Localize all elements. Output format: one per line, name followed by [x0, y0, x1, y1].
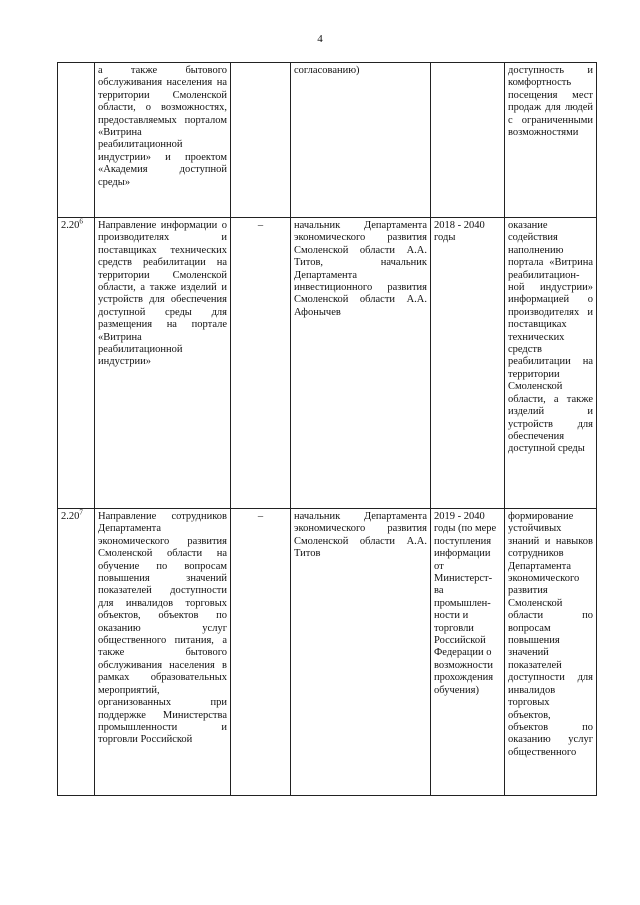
measures-table: [57, 62, 597, 796]
responsible-cell: согласованию): [291, 63, 431, 218]
cost-cell: [231, 63, 291, 218]
responsible-cell: начальник Департамента экономического развития Смоленской области А.А. Титов, начальник Департамента инвестиционного развития Смоленской области А.А. Афонычев: [291, 218, 431, 509]
table-row: [58, 63, 597, 218]
event-cell: Направление информации о производителях и поставщиках технических средств реабилитации на территории Смоленской области, а также изделий и устройств для обеспечения доступной среды для размещения на портале «Витрина реабилитационной индустрии»: [95, 218, 231, 509]
event-cell: а также бытового обслуживания населения на территории Смоленской области, о возможностях, предоставляемых порталом «Витрина реабилитационной индустрии» и проектом «Академия доступной среды»: [95, 63, 231, 218]
event-cell: Направление сотрудников Департамента экономического развития Смоленской области на обучение по вопросам повышения значений показателей доступности для инвалидов торговых объектов, объектов по оказанию услуг общественного питания, а также бытового обслуживания населения в рамках образовательных мероприятий, организованных при поддержке Министерства промышленности и торговли Российской: [95, 509, 231, 796]
page-number: 4: [317, 33, 323, 45]
period-cell: 2019 - 2040 годы (по мере поступления информации от Министерст-ва промышлен-ности и торговли Российской Федерации о возможности прохождения обучения): [431, 509, 505, 796]
row-number-cell: 2.20$^6$: [58, 218, 95, 509]
result-cell: доступность и комфортность посещения мест продаж для людей с ограниченными возможностями: [505, 63, 597, 218]
responsible-cell: начальник Департамента экономического развития Смоленской области А.А. Титов: [291, 509, 431, 796]
period-cell: 2018 - 2040 годы: [431, 218, 505, 509]
cost-cell: –: [231, 509, 291, 796]
cost-cell: –: [231, 218, 291, 509]
period-cell: [431, 63, 505, 218]
result-cell: оказание содействия наполнению портала «Витрина реабилитацион-ной индустрии» информацией о производителях и поставщиках технических средств реабилитации на территории Смоленской области, а также изделий и устройств для обеспечения доступной среды: [505, 218, 597, 509]
table-row: [58, 509, 597, 796]
result-cell: формирование устойчивых знаний и навыков сотрудников Департамента экономического развития Смоленской области по вопросам повышения значений показателей доступности для инвалидов торговых объектов, объектов по оказанию услуг общественного: [505, 509, 597, 796]
table-row: [58, 218, 597, 509]
row-number-cell: [58, 63, 95, 218]
row-number-cell: 2.20$^7$: [58, 509, 95, 796]
